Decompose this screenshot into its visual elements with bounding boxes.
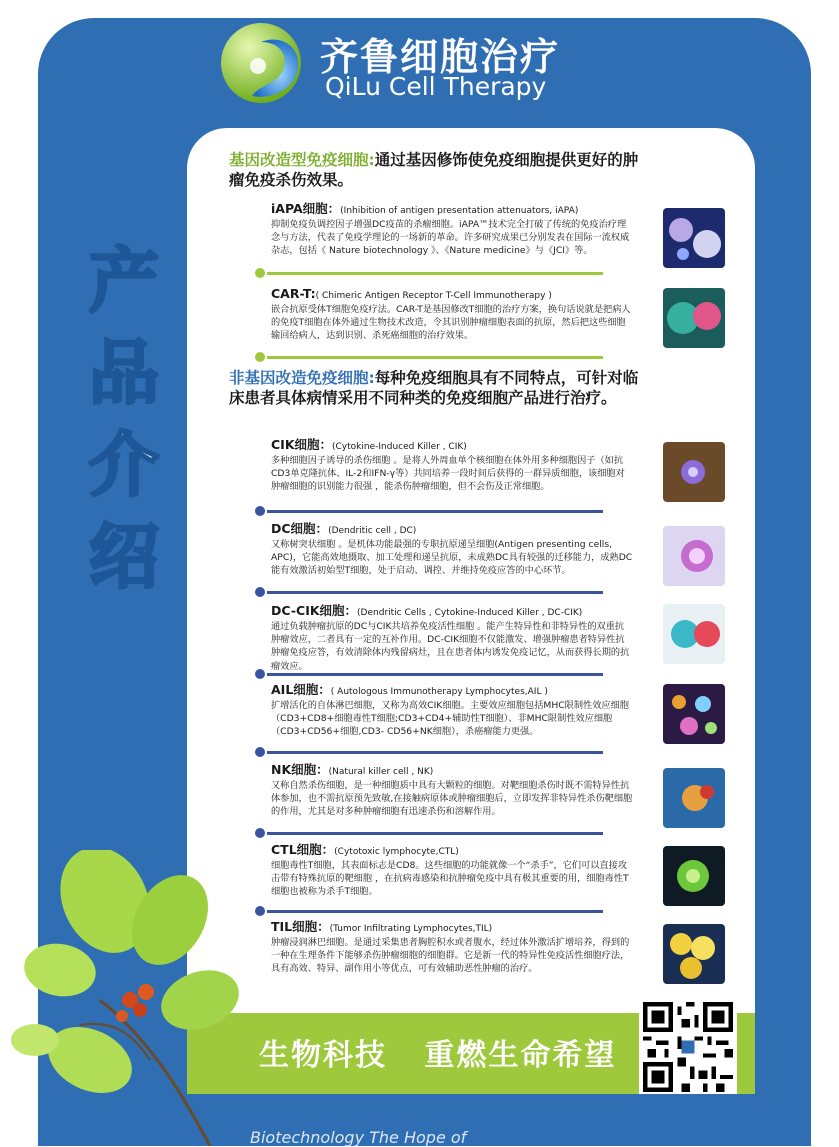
item-name: CAR-T: bbox=[271, 286, 316, 301]
item-english-name: ( Chimeric Antigen Receptor T-Cell Immunotherapy ) bbox=[315, 291, 552, 301]
item-name: NK细胞： bbox=[271, 762, 329, 777]
item-description: 抑制免疫负调控因子增强DC疫苗的杀瘤细胞。iAPA™技术完全打破了传统的免疫治疗理念与方法，代表了免疫学理论的一场新的革命。许多研究成果已分别发表在国际一流权威杂志，包括《 Nature biotechnology 》、《Nature medicine》与《JCI》等。 bbox=[271, 219, 630, 257]
side-title-char: 品 bbox=[89, 332, 159, 414]
side-title-char: 介 bbox=[89, 424, 159, 506]
separator-dot bbox=[255, 506, 265, 516]
footer-text: Biotechnology The Hope of bbox=[250, 1128, 467, 1147]
item-name: DC-CIK细胞： bbox=[271, 603, 358, 618]
item-name: AIL细胞： bbox=[271, 682, 331, 697]
cell-image-car-t bbox=[663, 288, 725, 348]
separator-dot bbox=[255, 906, 265, 916]
item-english-name: (Dendritic Cells , Cytokine-Induced Killer , DC-CIK) bbox=[357, 608, 583, 618]
item-description: 肿瘤浸润淋巴细胞。是通过采集患者胸腔积水或者腹水，经过体外激活扩增培养，得到的一种在生理条件下能够杀伤肿瘤细胞的细胞群。它是新一代的特异性免疫活性细胞疗法，具有高效、特异、副作用小等优点，可有效辅助恶性肿瘤的治疗。 bbox=[271, 937, 630, 975]
item-description: 嵌合抗原受体T细胞免疫疗法。CAR-T是基因修改T细胞的治疗方案，换句话说就是把病人的免疫T细胞在体外通过生物技术改造，令其识别肿瘤细胞表面的抗原，然后把这些细胞输回给病人，达到识别、杀死癌细胞的治疗效果。 bbox=[271, 304, 631, 342]
item-description: 通过负载肿瘤抗原的DC与CIK共培养免疫活性细胞 。能产生特异性和非特异性的双重抗肿瘤效应，二者具有一定的互补作用。DC-CIK细胞不仅能激发、增强肿瘤患者特异性抗肿瘤免疫应答，有效清除体内残留病灶，且在患者体内诱发免疫记忆，从而获得长期的抗瘤效应。 bbox=[271, 621, 630, 672]
cell-image-til bbox=[663, 924, 725, 984]
cell-image-ctl bbox=[663, 846, 725, 906]
section-heading-gene-modified bbox=[229, 150, 639, 190]
item-english-name: ( Autologous Immunotherapy Lymphocytes,AIL ) bbox=[330, 687, 548, 697]
separator-line bbox=[267, 910, 603, 913]
brand-name-cn: 齐鲁细胞治疗 bbox=[320, 35, 561, 79]
leaves-decoration-icon bbox=[0, 850, 250, 1146]
section-heading-non-gene-modified bbox=[229, 368, 639, 408]
item-english-name: (Tumor Infiltrating Lymphocytes,TIL) bbox=[329, 924, 493, 934]
qilu-logo-icon bbox=[218, 20, 304, 106]
item-ctl bbox=[271, 839, 633, 899]
cell-image-nk bbox=[663, 768, 725, 828]
cell-image-cik bbox=[663, 442, 725, 502]
item-name: iAPA细胞： bbox=[271, 201, 341, 216]
cell-image-dc bbox=[663, 526, 725, 586]
content-card bbox=[187, 128, 755, 1094]
separator-dot bbox=[255, 828, 265, 838]
item-description: 多种细胞因子诱导的杀伤细胞 。是将人外周血单个核细胞在体外用多种细胞因子（如抗CD3单克隆抗体、IL-2和IFN-γ等）共同培养一段时间后获得的一群异质细胞，该细胞对肿瘤细胞的识别能力很强 ，能杀伤肿瘤细胞，但不会伤及正常细胞。 bbox=[271, 455, 625, 493]
separator-dot bbox=[255, 747, 265, 757]
brand-name-en: QiLu Cell Therapy bbox=[325, 72, 547, 101]
item-ail bbox=[271, 679, 633, 739]
item-description: 又称树突状细胞 。是机体功能最强的专职抗原递呈细胞(Antigen presenting cells, APC)，它能高效地摄取、加工处理和递呈抗原，未成熟DC具有较强的迁移能力，成熟DC能有效激活初始型T细胞，处于启动、调控、并维持免疫应答的中心环节。 bbox=[271, 539, 633, 577]
slogan-text: 生物科技 重燃生命希望 bbox=[259, 1038, 617, 1073]
item-dc-cik bbox=[271, 600, 633, 673]
item-til bbox=[271, 916, 633, 976]
qr-code-icon[interactable] bbox=[639, 1000, 737, 1094]
item-iapa bbox=[271, 198, 633, 258]
section-text: 通过基因修饰使免疫细胞提供更好的肿瘤免疫杀伤效果。 bbox=[229, 151, 639, 189]
item-english-name: (Inhibition of antigen presentation attenuators, iAPA) bbox=[340, 206, 579, 216]
separator-line bbox=[267, 510, 603, 513]
item-cik bbox=[271, 434, 633, 494]
separator-line bbox=[267, 356, 603, 359]
item-english-name: (Cytotoxic lymphocyte,CTL) bbox=[334, 847, 459, 857]
item-english-name: (Dendritic cell , DC) bbox=[328, 526, 417, 536]
separator-line bbox=[267, 751, 603, 754]
separator-dot bbox=[255, 669, 265, 679]
item-name: TIL细胞： bbox=[271, 919, 330, 934]
section-highlight: 基因改造型免疫细胞: bbox=[229, 151, 375, 169]
cell-image-dc-cik bbox=[663, 604, 725, 664]
item-name: CTL细胞： bbox=[271, 842, 335, 857]
cell-image-iapa bbox=[663, 208, 725, 268]
separator-dot bbox=[255, 352, 265, 362]
separator-line bbox=[267, 591, 603, 594]
side-title-char: 绍 bbox=[89, 516, 159, 598]
section-highlight: 非基因改造免疫细胞: bbox=[229, 369, 375, 387]
item-description: 细胞毒性T细胞，其表面标志是CD8。这些细胞的功能就像一个“杀手”，它们可以直接攻击带有特殊抗原的靶细胞 ，在抗病毒感染和抗肿瘤免疫中具有极其重要的用，细胞毒性T细胞也被称为杀手T细胞。 bbox=[271, 860, 629, 898]
item-description: 又称自然杀伤细胞，是一种细胞质中具有大颗粒的细胞。对靶细胞杀伤时既不需特异性抗体参加，也不需抗原预先致敏,在接触病原体或肿瘤细胞后，立即发挥非特异性杀伤靶细胞的作用，尤其是对多种肿瘤细胞有迅速杀伤和溶解作用。 bbox=[271, 780, 633, 818]
item-dc bbox=[271, 518, 633, 578]
side-title bbox=[78, 235, 170, 603]
separator-dot bbox=[255, 268, 265, 278]
section-text: 每种免疫细胞具有不同特点，可针对临床患者具体病情采用不同种类的免疫细胞产品进行治疗。 bbox=[229, 369, 639, 407]
separator-dot bbox=[255, 587, 265, 597]
item-description: 扩增活化的自体淋巴细胞，又称为高效CIK细胞。主要效应细胞包括MHC限制性效应细胞（CD3+CD8+细胞毒性T细胞;CD3+CD4+辅助性T细胞）、非MHC限制性效应细胞（CD3+CD56+细胞,CD3- CD56+NK细胞），杀癌瘤能力更强。 bbox=[271, 700, 629, 738]
cell-image-ail bbox=[663, 684, 725, 744]
separator-line bbox=[267, 832, 603, 835]
item-name: DC细胞： bbox=[271, 521, 329, 536]
item-name: CIK细胞： bbox=[271, 437, 333, 452]
side-title-char: 产 bbox=[89, 240, 159, 322]
item-nk bbox=[271, 759, 633, 819]
item-car-t bbox=[271, 283, 633, 343]
separator-line bbox=[267, 673, 603, 676]
separator-line bbox=[267, 272, 603, 275]
item-english-name: (Natural killer cell , NK) bbox=[328, 767, 434, 777]
item-english-name: (Cytokine-Induced Killer , CIK) bbox=[332, 442, 467, 452]
